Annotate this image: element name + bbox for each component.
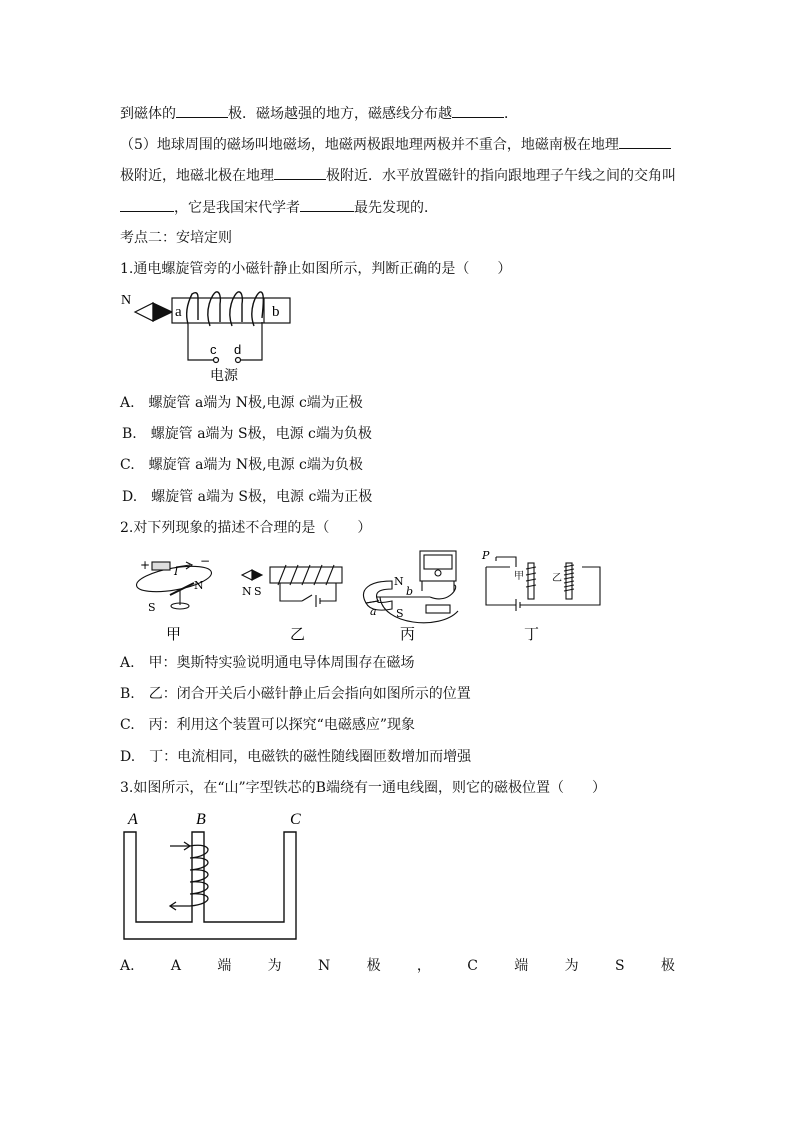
bing-b-label: b	[406, 585, 414, 598]
question-2-stem: 2.对下列现象的描述不合理的是（ ）	[120, 520, 372, 536]
q1-option-a: A. 螺旋管 a端为 N极,电源 c端为正极	[120, 395, 363, 411]
text-line-3	[120, 165, 676, 186]
q1-option-d: D. 螺旋管 a端为 S极，电源 c端为正极	[122, 489, 373, 505]
needle-n-label: N	[121, 293, 132, 308]
yi-caption: 乙	[290, 625, 306, 643]
option-token: C	[467, 958, 478, 974]
option-token: 端	[514, 958, 529, 974]
jia-n-label: N	[194, 579, 204, 592]
needle-black-half	[153, 303, 172, 321]
option-token: 端	[217, 958, 232, 974]
needle-white-half	[135, 303, 153, 321]
option-token: ，	[416, 958, 431, 974]
jia-s-label: S	[148, 601, 156, 614]
answer-blank	[274, 165, 326, 180]
option-token: S	[614, 958, 625, 974]
text-fragment: 到磁体的	[120, 106, 176, 122]
answer-blank	[300, 197, 354, 212]
power-source-label: 电源	[210, 368, 238, 383]
answer-blank	[452, 103, 504, 118]
q3-iron-core-figure	[118, 806, 308, 946]
q3-option-a	[120, 956, 675, 976]
answer-blank	[120, 197, 174, 212]
end-a-label: a	[175, 304, 182, 320]
text-fragment: ．	[504, 106, 518, 122]
ding-jia-label: 甲	[514, 571, 524, 582]
q2-option-b: B. 乙：闭合开关后小磁针静止后会指向如图所示的位置	[120, 686, 471, 702]
q1-option-c: C. 螺旋管 a端为 N极,电源 c端为负极	[120, 457, 363, 473]
ding-caption: 丁	[524, 625, 540, 643]
jia-current-label: I	[174, 565, 179, 578]
text-fragment: 极附近．水平放置磁针的指向跟地理子午线之间的交角叫	[326, 168, 676, 184]
text-line-4	[120, 197, 438, 218]
answer-blank	[619, 134, 671, 149]
end-c-label: C	[290, 811, 301, 828]
question-3-stem: 3.如图所示，在“山”字型铁芯的B端绕有一通电线圈，则它的磁极位置（ ）	[120, 780, 606, 796]
q2-four-panels-figure	[130, 545, 610, 645]
yi-s-label: S	[254, 585, 262, 598]
ding-p-label: P	[482, 549, 490, 562]
question-1-stem: 1.通电螺旋管旁的小磁针静止如图所示，判断正确的是（ ）	[120, 261, 512, 277]
panel-ding	[486, 557, 600, 611]
option-token: 为	[564, 958, 579, 974]
option-token: 为	[267, 958, 282, 974]
yi-n-label: N	[242, 585, 252, 598]
q1-solenoid-figure	[118, 288, 293, 383]
option-token: A	[170, 958, 182, 974]
q2-option-d: D. 丁：电流相同，电磁铁的磁性随线圈匝数增加而增强	[120, 749, 472, 765]
text-line-1	[120, 103, 518, 124]
text-fragment: 极．磁场越强的地方，磁感线分布越	[228, 106, 452, 122]
ding-yi-label: 乙	[552, 573, 562, 584]
option-token: A.	[120, 958, 135, 974]
jia-minus-label: −	[200, 554, 211, 568]
q2-option-a: A. 甲：奥斯特实验说明通电导体周围存在磁场	[120, 655, 415, 671]
bing-a-label: a	[370, 605, 377, 618]
terminal-d-label: d	[234, 342, 242, 357]
end-a-label: A	[128, 811, 138, 828]
text-line-2	[120, 134, 671, 155]
q1-option-b: B. 螺旋管 a端为 S极，电源 c端为负极	[122, 426, 372, 442]
bing-caption: 丙	[400, 625, 416, 643]
jia-plus-label: +	[140, 558, 151, 572]
end-b-label: b	[272, 304, 280, 320]
bing-n-label: N	[394, 575, 404, 588]
option-token: 极	[366, 958, 381, 974]
q2-option-c: C. 丙：利用这个装置可以探究“电磁感应”现象	[120, 717, 415, 733]
jia-caption: 甲	[166, 625, 182, 643]
option-token: 极	[660, 958, 675, 974]
text-fragment: 极附近，地磁北极在地理	[120, 168, 274, 184]
text-fragment: ，它是我国宋代学者	[174, 200, 300, 216]
answer-blank	[176, 103, 228, 118]
option-token: N	[318, 958, 331, 974]
end-b-label: B	[196, 811, 206, 828]
shan-shaped-core	[124, 832, 296, 939]
bing-s-label: S	[396, 607, 404, 620]
terminal-c-label: c	[210, 342, 217, 357]
text-fragment: 最先发现的．	[354, 200, 438, 216]
text-fragment: （5）地球周围的磁场叫地磁场，地磁两极跟地理两极并不重合，地磁南极在地理	[120, 137, 619, 153]
section-heading: 考点二：安培定则	[120, 230, 232, 246]
